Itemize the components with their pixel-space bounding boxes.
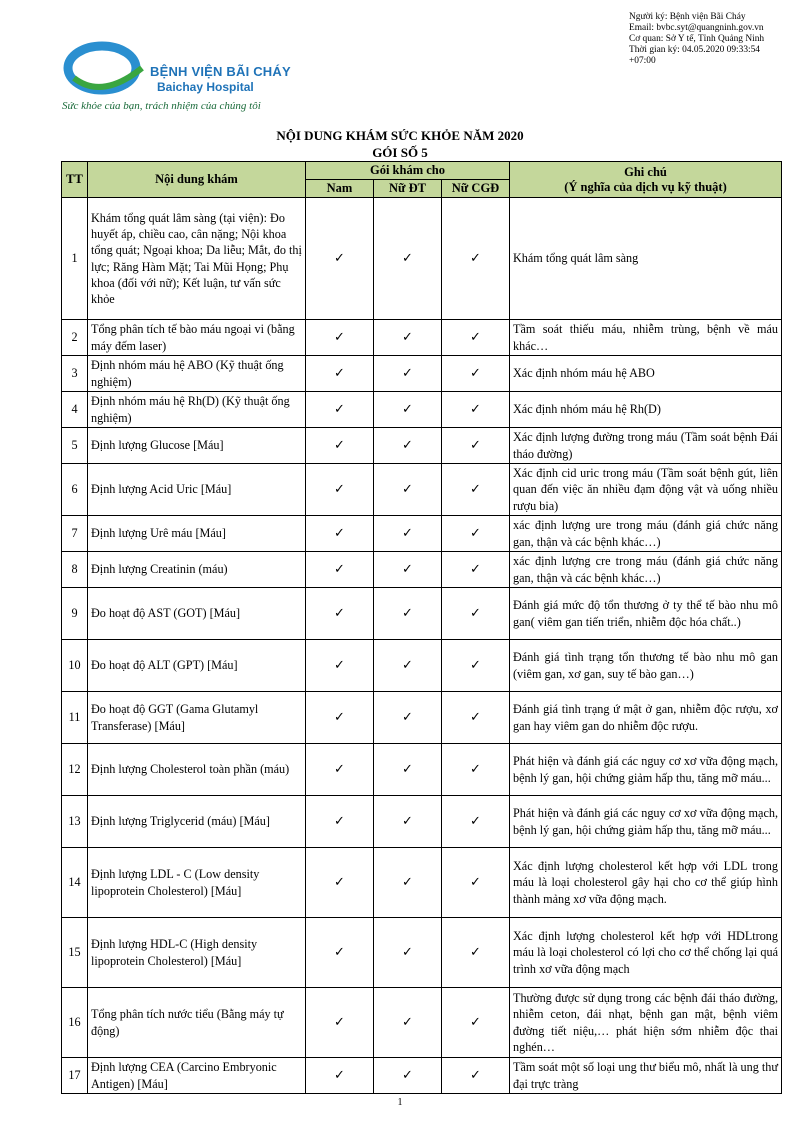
check-nam-icon: ✓ (306, 588, 374, 640)
header-nu-cgd: Nữ CGĐ (442, 180, 510, 198)
check-nu-dt-icon: ✓ (374, 1058, 442, 1094)
row-exam-content: Tổng phân tích nước tiểu (Bằng máy tự động) (88, 988, 306, 1058)
logo-slogan: Sức khỏe của bạn, trách nhiệm của chúng tôi (62, 100, 261, 112)
check-nu-cgd-icon: ✓ (442, 1058, 510, 1094)
header-tt: TT (62, 162, 88, 198)
signature-time: Thời gian ký: 04.05.2020 09:33:54 (629, 45, 760, 55)
table-row (62, 744, 782, 796)
row-exam-content: Định nhóm máu hệ ABO (Kỹ thuật ống nghiệm) (88, 356, 306, 392)
check-nam-icon: ✓ (306, 516, 374, 552)
logo-hospital-name: BỆNH VIỆN BÃI CHÁY (150, 64, 291, 79)
table-row (62, 588, 782, 640)
check-nu-dt-icon: ✓ (374, 588, 442, 640)
row-number: 12 (62, 744, 88, 796)
check-nu-dt-icon: ✓ (374, 356, 442, 392)
header-note (510, 162, 782, 198)
check-nu-cgd-icon: ✓ (442, 516, 510, 552)
row-note: Xác định nhóm máu hệ Rh(D) (510, 392, 782, 428)
check-nu-dt-icon: ✓ (374, 198, 442, 320)
row-note: Đánh giá tình trạng ứ mật ở gan, nhiễm độc rượu, xơ gan hay viêm gan do nhiễm độc rượu. (510, 692, 782, 744)
table-row (62, 796, 782, 848)
header-note-subtitle: (Ý nghĩa của dịch vụ kỹ thuật) (564, 179, 727, 194)
row-number: 3 (62, 356, 88, 392)
signature-agency: Cơ quan: Sở Y tế, Tỉnh Quảng Ninh (629, 34, 765, 44)
check-nu-cgd-icon: ✓ (442, 988, 510, 1058)
check-nu-dt-icon: ✓ (374, 552, 442, 588)
check-nu-cgd-icon: ✓ (442, 918, 510, 988)
row-number: 17 (62, 1058, 88, 1094)
row-note: Xác định lượng cholesterol kết hợp với HDLtrong máu là loại cholesterol có lợi cho cơ thể chống lại quá trình xơ vữa động mạch (510, 918, 782, 988)
row-note: Phát hiện và đánh giá các nguy cơ xơ vữa động mạch, bệnh lý gan, hội chứng giảm hấp thu, tăng mỡ máu... (510, 744, 782, 796)
row-number: 5 (62, 428, 88, 464)
check-nu-cgd-icon: ✓ (442, 640, 510, 692)
row-exam-content: Định lượng Triglycerid (máu) [Máu] (88, 796, 306, 848)
check-nam-icon: ✓ (306, 198, 374, 320)
table-row (62, 918, 782, 988)
check-nu-dt-icon: ✓ (374, 744, 442, 796)
row-exam-content: Định lượng LDL - C (Low density lipoprotein Cholesterol) [Máu] (88, 848, 306, 918)
table-row (62, 692, 782, 744)
row-number: 4 (62, 392, 88, 428)
row-exam-content: Tổng phân tích tế bào máu ngoại vi (bằng máy đếm laser) (88, 320, 306, 356)
check-nam-icon: ✓ (306, 552, 374, 588)
row-exam-content: Định lượng CEA (Carcino Embryonic Antigen) [Máu] (88, 1058, 306, 1094)
signature-email: Email: bvbc.syt@quangninh.gov.vn (629, 23, 764, 33)
row-note: Thường được sử dụng trong các bệnh đái tháo đường, nhiễm ceton, đái nhạt, bệnh gan mật, bệnh viêm đường tiết niệu,… phát hiện sớm nhiễm độc thai nghén… (510, 988, 782, 1058)
row-note: Phát hiện và đánh giá các nguy cơ xơ vữa động mạch, bệnh lý gan, hội chứng giảm hấp thu, tăng mỡ máu... (510, 796, 782, 848)
header-content: Nội dung khám (88, 162, 306, 198)
row-number: 7 (62, 516, 88, 552)
check-nam-icon: ✓ (306, 1058, 374, 1094)
table-row (62, 1058, 782, 1094)
table-row (62, 552, 782, 588)
check-nam-icon: ✓ (306, 692, 374, 744)
row-note: Xác định lượng đường trong máu (Tầm soát bệnh Đái tháo đường) (510, 428, 782, 464)
header-package-group: Gói khám cho (306, 162, 510, 180)
check-nam-icon: ✓ (306, 356, 374, 392)
check-nu-dt-icon: ✓ (374, 918, 442, 988)
table-row (62, 988, 782, 1058)
row-exam-content: Khám tổng quát lâm sàng (tại viện): Đo huyết áp, chiều cao, cân nặng; Nội khoa tổng quát; Ngoại khoa; Da liễu; Mắt, đo thị lực; Răng Hàm Mặt; Tai Mũi Họng; Phụ khoa (đối với nữ); Kết luận, tư vấn sức khỏe (88, 198, 306, 320)
check-nu-cgd-icon: ✓ (442, 392, 510, 428)
row-number: 16 (62, 988, 88, 1058)
check-nam-icon: ✓ (306, 320, 374, 356)
row-note: Xác định cid uric trong máu (Tầm soát bệnh gút, liên quan đến việc ăn nhiều đạm động vật và uống nhiều rượu bia) (510, 464, 782, 516)
header-nam: Nam (306, 180, 374, 198)
check-nu-cgd-icon: ✓ (442, 796, 510, 848)
row-number: 1 (62, 198, 88, 320)
table-row (62, 198, 782, 320)
table-row (62, 356, 782, 392)
table-row (62, 428, 782, 464)
signature-timezone: +07:00 (629, 56, 656, 66)
row-note: Khám tổng quát lâm sàng (510, 198, 782, 320)
hospital-emblem-icon (62, 38, 152, 98)
check-nu-dt-icon: ✓ (374, 796, 442, 848)
check-nu-dt-icon: ✓ (374, 692, 442, 744)
table-row (62, 516, 782, 552)
row-note: Đánh giá mức độ tổn thương ở ty thể tế bào nhu mô gan( viêm gan tiến triển, nhiễm độc hóa chất..) (510, 588, 782, 640)
row-note: Xác định nhóm máu hệ ABO (510, 356, 782, 392)
check-nam-icon: ✓ (306, 988, 374, 1058)
row-exam-content: Đo hoạt độ AST (GOT) [Máu] (88, 588, 306, 640)
check-nu-cgd-icon: ✓ (442, 848, 510, 918)
row-exam-content: Định lượng Glucose [Máu] (88, 428, 306, 464)
row-number: 10 (62, 640, 88, 692)
check-nu-cgd-icon: ✓ (442, 198, 510, 320)
row-number: 14 (62, 848, 88, 918)
check-nu-dt-icon: ✓ (374, 464, 442, 516)
table-row (62, 640, 782, 692)
row-exam-content: Định lượng Creatinin (máu) (88, 552, 306, 588)
row-number: 15 (62, 918, 88, 988)
row-note: Tầm soát một số loại ung thư biểu mô, nhất là ung thư đại trực tràng (510, 1058, 782, 1094)
row-exam-content: Định lượng Urê máu [Máu] (88, 516, 306, 552)
table-row (62, 392, 782, 428)
row-number: 11 (62, 692, 88, 744)
row-exam-content: Đo hoạt độ ALT (GPT) [Máu] (88, 640, 306, 692)
row-exam-content: Định lượng Cholesterol toàn phần (máu) (88, 744, 306, 796)
check-nam-icon: ✓ (306, 392, 374, 428)
row-number: 8 (62, 552, 88, 588)
row-exam-content: Định lượng Acid Uric [Máu] (88, 464, 306, 516)
check-nam-icon: ✓ (306, 796, 374, 848)
check-nu-cgd-icon: ✓ (442, 552, 510, 588)
page-number: 1 (397, 1097, 403, 1108)
row-exam-content: Định nhóm máu hệ Rh(D) (Kỹ thuật ống nghiệm) (88, 392, 306, 428)
row-number: 6 (62, 464, 88, 516)
table-row (62, 320, 782, 356)
row-note: Đánh giá tình trạng tổn thương tế bào nhu mô gan (viêm gan, xơ gan, suy tế bào gan…) (510, 640, 782, 692)
check-nam-icon: ✓ (306, 640, 374, 692)
row-note: Tầm soát thiếu máu, nhiễm trùng, bệnh về máu khác… (510, 320, 782, 356)
row-number: 13 (62, 796, 88, 848)
row-note: xác định lượng ure trong máu (đánh giá chức năng gan, thận và các bệnh khác…) (510, 516, 782, 552)
row-number: 2 (62, 320, 88, 356)
check-nam-icon: ✓ (306, 428, 374, 464)
check-nu-dt-icon: ✓ (374, 848, 442, 918)
check-nu-dt-icon: ✓ (374, 988, 442, 1058)
exam-content-table (61, 161, 782, 1094)
check-nu-cgd-icon: ✓ (442, 692, 510, 744)
row-number: 9 (62, 588, 88, 640)
check-nam-icon: ✓ (306, 918, 374, 988)
header-note-title: Ghi chú (624, 164, 667, 179)
check-nu-cgd-icon: ✓ (442, 320, 510, 356)
check-nu-cgd-icon: ✓ (442, 588, 510, 640)
check-nu-dt-icon: ✓ (374, 320, 442, 356)
check-nu-dt-icon: ✓ (374, 516, 442, 552)
document-title: NỘI DUNG KHÁM SỨC KHỎE NĂM 2020 (276, 128, 524, 143)
check-nu-dt-icon: ✓ (374, 428, 442, 464)
signature-signer: Người ký: Bệnh viện Bãi Cháy (629, 12, 746, 22)
table-row (62, 464, 782, 516)
row-exam-content: Đo hoạt độ GGT (Gama Glutamyl Transferase) [Máu] (88, 692, 306, 744)
check-nam-icon: ✓ (306, 744, 374, 796)
logo-english-name: Baichay Hospital (157, 80, 254, 94)
check-nam-icon: ✓ (306, 848, 374, 918)
table-row (62, 848, 782, 918)
digital-signature-block (629, 12, 764, 67)
check-nu-dt-icon: ✓ (374, 640, 442, 692)
row-note: xác định lượng cre trong máu (đánh giá chức năng gan, thận và các bệnh khác…) (510, 552, 782, 588)
header-nu-dt: Nữ ĐT (374, 180, 442, 198)
row-note: Xác định lượng cholesterol kết hợp với LDL trong máu là loại cholesterol gây hại cho cơ thể giúp hình thành mảng xơ vữa động mạch. (510, 848, 782, 918)
check-nu-cgd-icon: ✓ (442, 356, 510, 392)
check-nu-cgd-icon: ✓ (442, 428, 510, 464)
hospital-logo (62, 38, 292, 124)
check-nu-cgd-icon: ✓ (442, 744, 510, 796)
check-nam-icon: ✓ (306, 464, 374, 516)
check-nu-dt-icon: ✓ (374, 392, 442, 428)
row-exam-content: Định lượng HDL-C (High density lipoprotein Cholesterol) [Máu] (88, 918, 306, 988)
check-nu-cgd-icon: ✓ (442, 464, 510, 516)
document-subtitle: GÓI SỐ 5 (372, 145, 428, 160)
